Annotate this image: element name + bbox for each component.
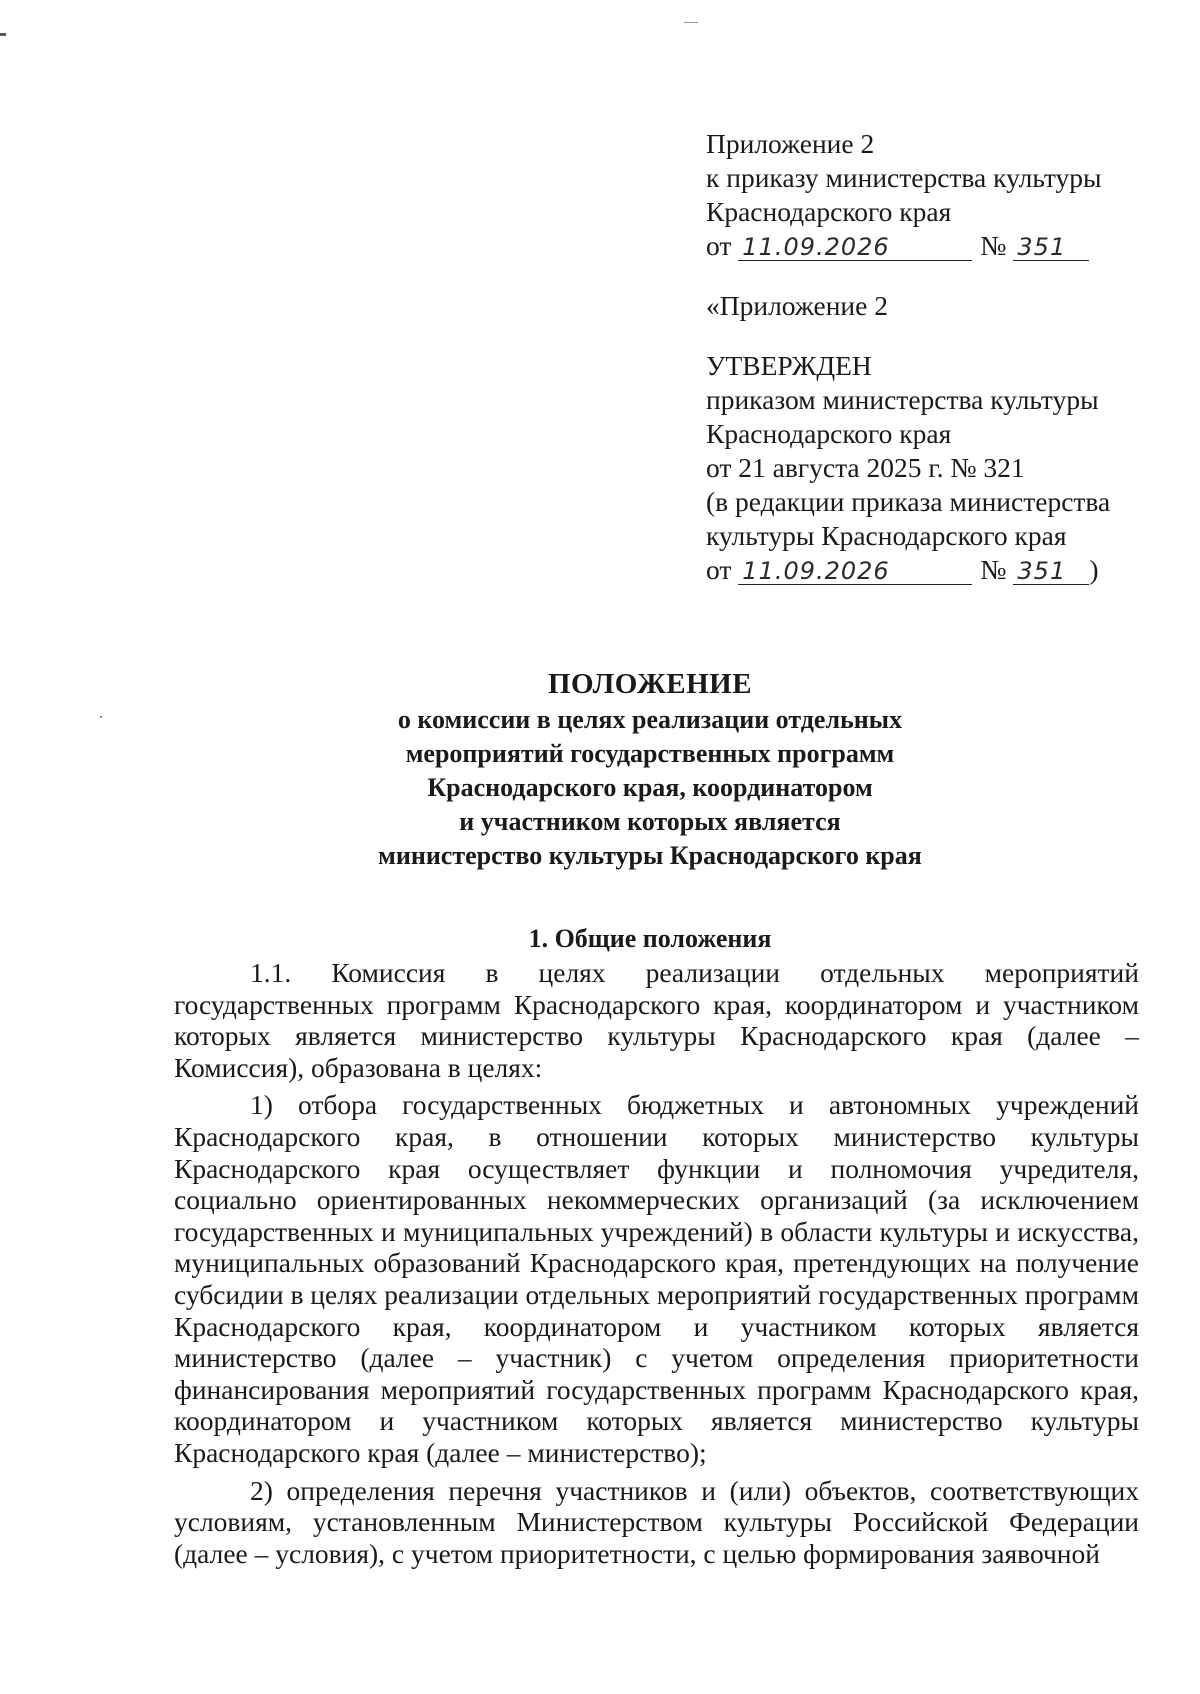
date-prefix: от [706, 554, 732, 585]
closing-paren: ) [1089, 554, 1099, 585]
approved-line: (в редакции приказа министерства [706, 486, 1111, 517]
title-line: министерство культуры Краснодарского края [378, 841, 922, 870]
appendix-reference: «Приложение 2 [706, 290, 888, 321]
paragraph: 1) отбора государственных бюджетных и автономных учреждений Краснодарского края, в отношении которых министерство культуры Краснодарского края осуществляет функции и полномочия учредителя, социально ориентированных некоммерческих организаций (за исключением государственных и муниципальных учреждений) в области культуры и искусства, муниципальных образований Краснодарского края, претендующих на получение субсидии в целях реализации отдельных мероприятий государственных программ Краснодарского края, координатором и участником которых является министерство (далее – участник) с учетом определения приоритетности финансирования мероприятий государственных программ Краснодарского края, координатором и участником которых является министерство культуры Краснодарского края (далее – министерство); [174, 1089, 1139, 1468]
section-heading: 1. Общие положения [528, 924, 772, 953]
body-text [174, 957, 1139, 1569]
scan-artifact [100, 716, 102, 718]
approved-line: от 21 августа 2025 г. № 321 [706, 452, 1025, 483]
handwritten-date: 11.09.2026 [738, 558, 972, 585]
appendix-line: Краснодарского края [706, 196, 952, 227]
handwritten-number: 351 [1013, 234, 1089, 261]
appendix-date-line [706, 229, 1156, 263]
approved-label: УТВЕРЖДЕН [706, 350, 872, 381]
handwritten-date: 11.09.2026 [738, 234, 972, 261]
title-main: ПОЛОЖЕНИЕ [547, 668, 753, 700]
document-title [150, 665, 1150, 873]
approved-line: культуры Краснодарского края [706, 520, 1067, 551]
title-line: Краснодарского края, координатором [427, 773, 873, 802]
approved-date-line [706, 553, 1156, 587]
number-label: № [980, 230, 1007, 261]
approved-line: Краснодарского края [706, 418, 952, 449]
title-line: о комиссии в целях реализации отдельных [397, 705, 903, 734]
title-line: и участником которых является [459, 807, 841, 836]
handwritten-number: 351 [1013, 558, 1089, 585]
number-label: № [980, 554, 1007, 585]
appendix-line: к приказу министерства культуры [706, 162, 1102, 193]
paragraph: 1.1. Комиссия в целях реализации отдельных мероприятий государственных программ Краснодарского края, координатором и участником которых является министерство культуры Краснодарского края (далее – Комиссия), образована в целях: [174, 957, 1139, 1083]
appendix-line: Приложение 2 [706, 128, 875, 159]
scan-artifact [684, 22, 698, 23]
appendix-header [706, 127, 1156, 587]
approved-line: приказом министерства культуры [706, 384, 1099, 415]
scan-artifact [0, 33, 6, 36]
paragraph: 2) определения перечня участников и (или) объектов, соответствующих условиям, установленным Министерством культуры Российской Федерации (далее – условия), с учетом приоритетности, с целью формирования заявочной [174, 1474, 1139, 1569]
title-line: мероприятий государственных программ [405, 739, 895, 768]
date-prefix: от [706, 230, 732, 261]
